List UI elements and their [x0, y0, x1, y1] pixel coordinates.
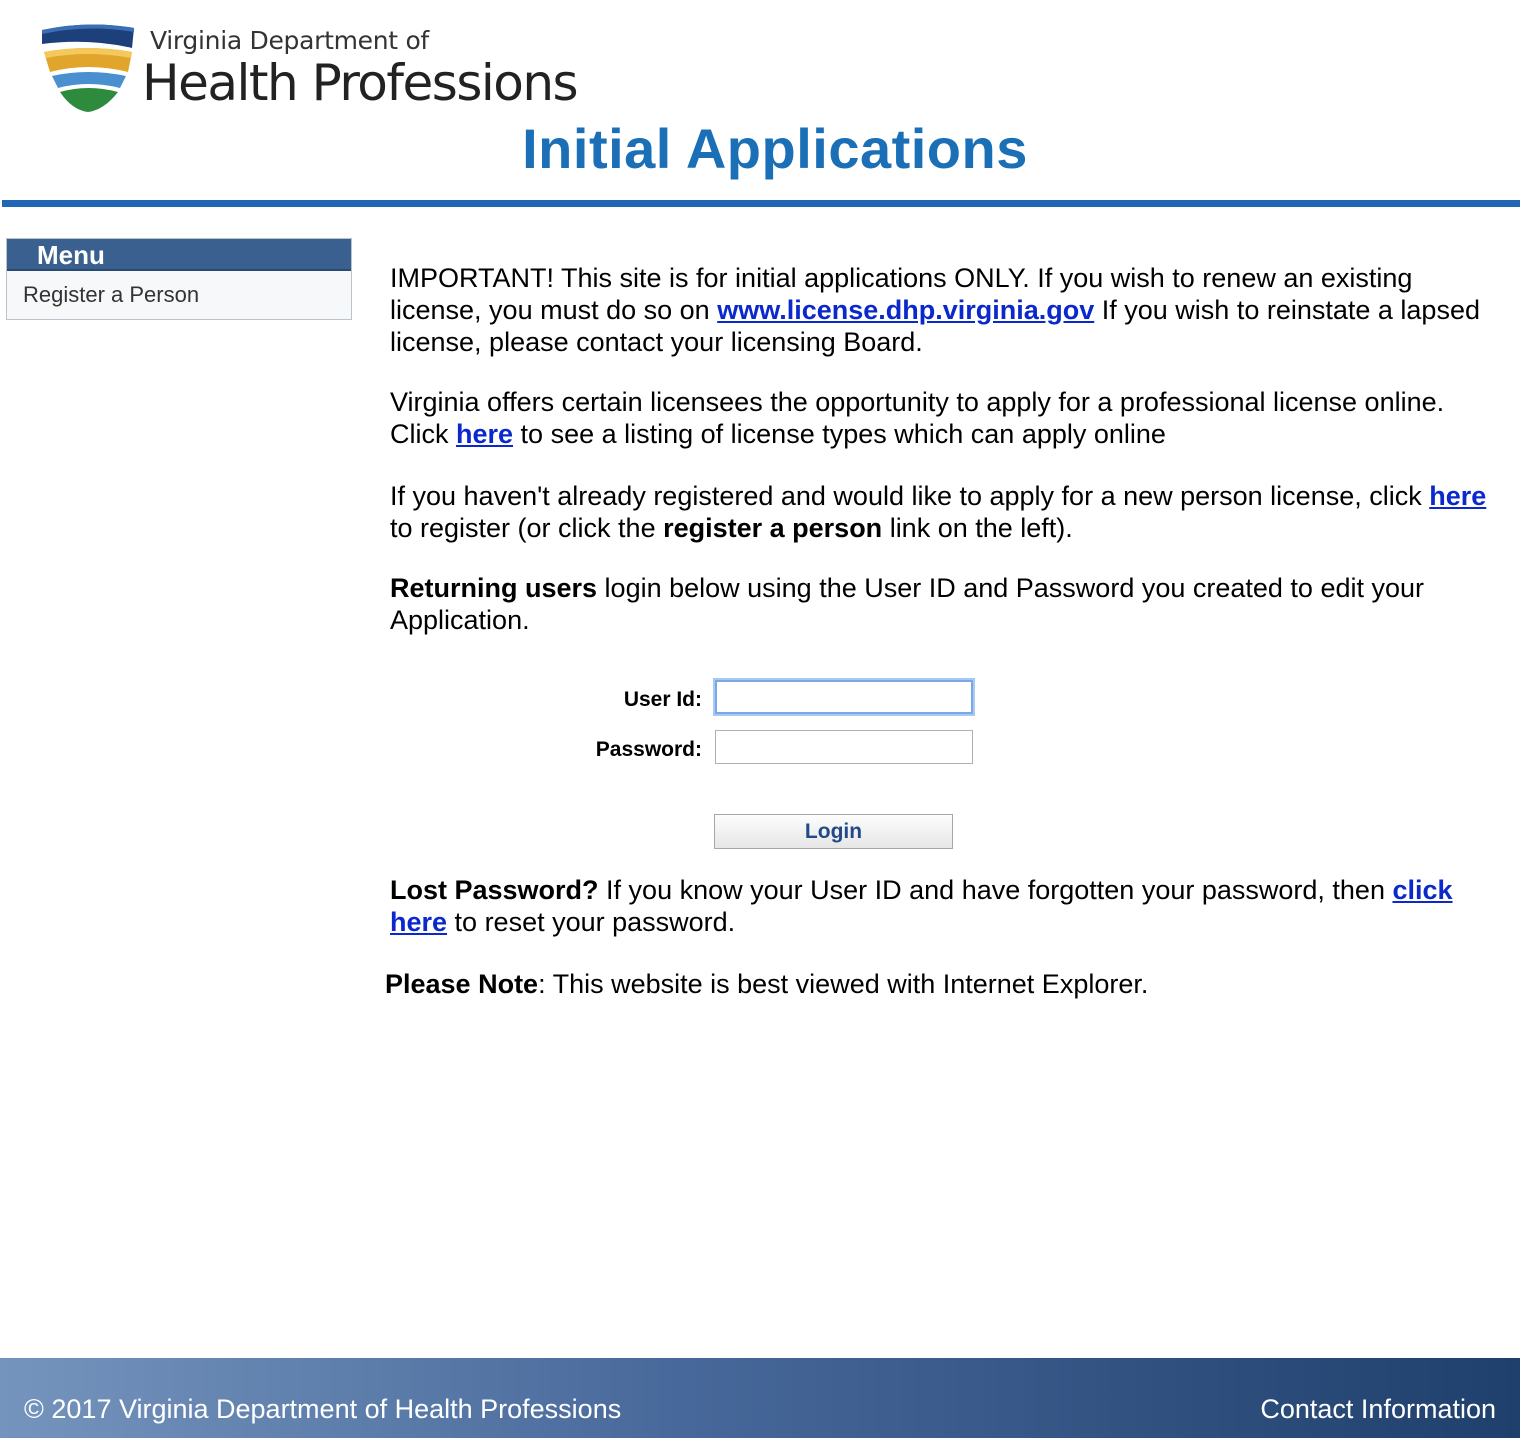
online-info-text-continued: to see a listing of license types which can apply online — [513, 419, 1166, 449]
logo-text-department: Virginia Department of — [150, 26, 429, 55]
returning-users-info — [390, 572, 1500, 636]
important-notice — [390, 262, 1500, 358]
registration-info — [390, 480, 1500, 544]
note-text: : This website is best viewed with Internet Explorer. — [538, 969, 1149, 999]
page-header — [0, 0, 1520, 210]
header-divider — [2, 200, 1520, 207]
lost-password-text: If you know your User ID and have forgotten your password, then — [598, 875, 1393, 905]
registration-text: If you haven't already registered and would like to apply for a new person license, click — [390, 481, 1430, 511]
page-title: Initial Applications — [522, 117, 1028, 180]
license-portal-link[interactable]: www.license.dhp.virginia.gov — [717, 295, 1095, 325]
sidebar-menu — [6, 238, 352, 320]
page-footer — [0, 1358, 1520, 1438]
shield-logo-icon — [38, 22, 138, 112]
online-application-info — [390, 386, 1500, 450]
browser-note — [385, 968, 1495, 1000]
online-info-text: Virginia offers certain licensees the opportunity to apply for a professional license online. Click — [390, 387, 1445, 449]
returning-users-emphasis: Returning users — [390, 573, 598, 603]
menu-header: Menu — [7, 239, 351, 271]
contact-information-link[interactable]: Contact Information — [1260, 1394, 1496, 1424]
user-id-input[interactable] — [715, 680, 973, 714]
lost-password-text-end: to reset your password. — [447, 907, 736, 937]
footer-copyright: © 2017 Virginia Department of Health Professions — [24, 1394, 622, 1424]
notice-text-continued: If you wish to reinstate a lapsed license, please contact your licensing Board. — [390, 295, 1480, 357]
user-id-label: User Id: — [623, 688, 702, 711]
login-button[interactable]: Login — [714, 814, 953, 849]
returning-users-text: login below using the User ID and Password you created to edit your Application. — [390, 573, 1425, 635]
password-label: Password: — [595, 738, 702, 761]
logo-text-health-professions: Health Professions — [142, 54, 578, 112]
register-link[interactable]: here — [1429, 481, 1487, 511]
password-input[interactable] — [715, 730, 973, 764]
license-types-link[interactable]: here — [456, 419, 514, 449]
registration-text-continued: to register (or click the — [390, 513, 664, 543]
dhp-logo[interactable] — [38, 22, 578, 114]
note-emphasis: Please Note — [385, 969, 539, 999]
notice-text: IMPORTANT! This site is for initial applications ONLY. If you wish to renew an existing license, you must do so on — [390, 263, 1413, 325]
reset-password-link[interactable]: click here — [390, 875, 1453, 937]
sidebar-item-register-a-person[interactable]: Register a Person — [23, 282, 200, 307]
register-a-person-emphasis: register a person — [663, 513, 883, 543]
lost-password-info — [390, 874, 1500, 938]
lost-password-emphasis: Lost Password? — [390, 875, 599, 905]
registration-text-end: link on the left). — [882, 513, 1073, 543]
